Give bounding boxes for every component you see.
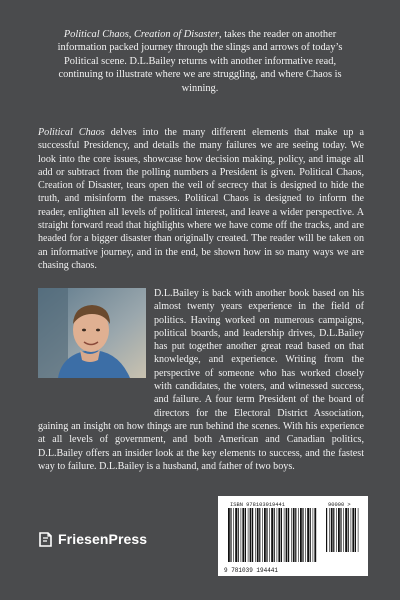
intro-text: , takes the reader on another information packed journey through the slings and arrows of today’s Political scene. D.L.Bailey returns with another informative read, continuing to illustrate where we are struggling, and where Chaos is winning. bbox=[57, 29, 343, 94]
intro-book-title: Political Chaos, Creation of Disaster bbox=[63, 29, 220, 40]
publisher-name: FriesenPress bbox=[58, 531, 148, 547]
barcode-area bbox=[218, 496, 368, 576]
description-text: delves into the many different elements that make up a successful Presidency, and details the many failures we are seeing today. We look into the core issues, showcase how decision making, policy, and image all add or subtract from the polling numbers a President is given. Political Chaos, Creation of Disaster, tears open the veil of secrecy that is designed to hide the truth, and misinform the masses. Political Chaos is designed to inform the reader, enlighten all levels of political interest, and leave a wider perspective. A straight forward read that highlights where we have come off the tracks, and are headed for a bigger disaster than originally created. The reader will be taken on an informative journey, and in the end, be shown how in so many ways we are chasing chaos. bbox=[38, 127, 364, 271]
friesenpress-logo-icon bbox=[38, 532, 53, 547]
description-paragraph bbox=[38, 126, 364, 272]
isbn-label: ISBN 978103919441 bbox=[230, 502, 285, 508]
intro-paragraph bbox=[52, 28, 348, 95]
barcode-digits: 9 781039 194441 bbox=[224, 567, 279, 574]
barcode-bars bbox=[222, 508, 364, 574]
description-book-title: Political Chaos bbox=[38, 127, 105, 138]
author-bio bbox=[38, 287, 364, 473]
publisher-logo bbox=[38, 528, 147, 550]
price-code-label: 90000 > bbox=[328, 502, 351, 508]
author-bio-text: D.L.Bailey is back with another book based on his almost twenty years experience in the field of politics. Having worked on numerous campaigns, political boards, and leadership drives, D.L.Bailey has put together another great read based on that knowledge, and experience. Writing from the perspective of someone who has worked closely with candidates, the voters, and witnessed success, and failure. A four term President of the board of directors for the Electoral District Association, gaining an insight on how things are run behind the scenes. With his experience at all levels of government, and both American and Canadian politics, D.L.Bailey offers an insider look at the key elements to success, and the fastest way to failure. D.L.Bailey is a husband, and father of two boys. bbox=[38, 288, 364, 472]
